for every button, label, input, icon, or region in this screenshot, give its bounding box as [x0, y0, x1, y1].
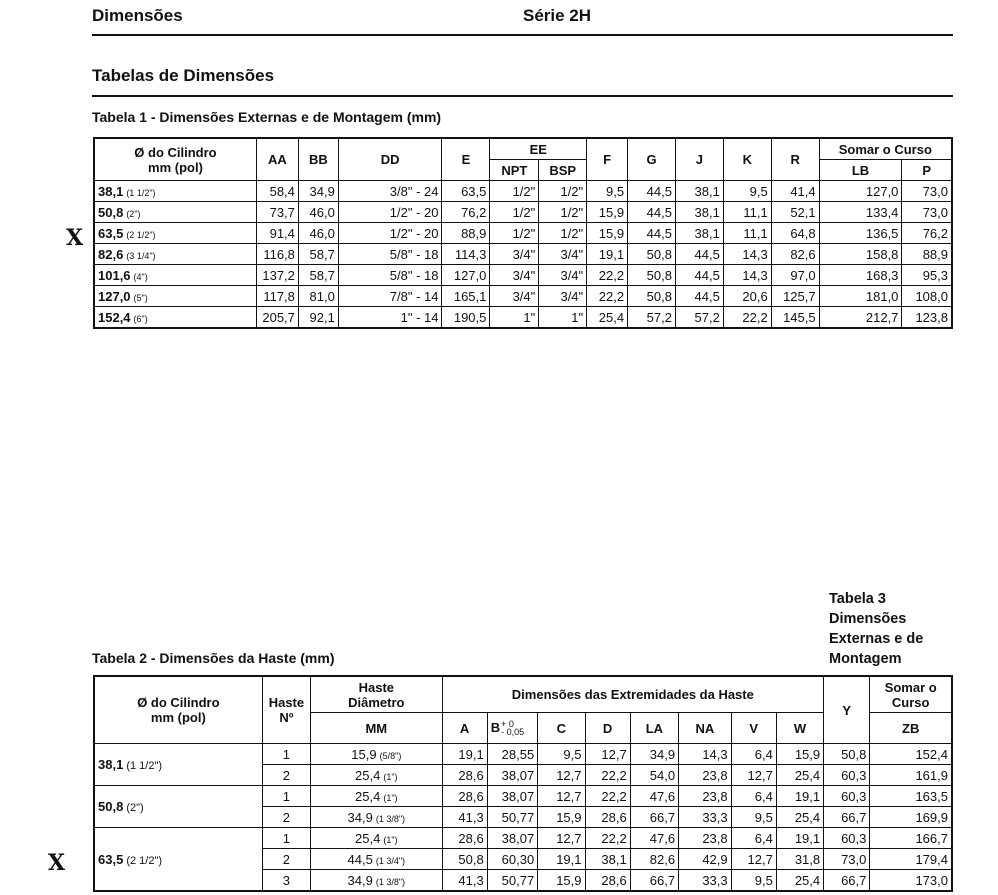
rod-number: 1	[262, 786, 310, 807]
cell-j: 44,5	[675, 286, 723, 307]
cell-la: 47,6	[630, 786, 678, 807]
cell-dd: 22,2	[585, 828, 630, 849]
cell-e: 165,1	[442, 286, 490, 307]
cell-na: 33,3	[679, 870, 732, 892]
cell-la: 82,6	[630, 849, 678, 870]
cell-dd: 22,2	[585, 786, 630, 807]
cell-dd: 22,2	[585, 765, 630, 786]
cylinder-inch: (2")	[126, 208, 141, 219]
cell-na: 23,8	[679, 765, 732, 786]
rod-number: 2	[262, 765, 310, 786]
cell-zb: 179,4	[870, 849, 952, 870]
rod-diameter-inch: (1 3/8")	[375, 813, 406, 824]
cell-w: 15,9	[776, 744, 823, 765]
t2-header-d: D	[585, 713, 630, 744]
cylinder-mm: 63,5	[98, 851, 124, 867]
cell-j: 38,1	[675, 181, 723, 202]
cell-g: 44,5	[628, 223, 676, 244]
cell-bsp: 1/2"	[539, 202, 587, 223]
cell-a: 41,3	[442, 870, 487, 892]
cell-c: 19,1	[538, 849, 585, 870]
cell-v: 6,4	[731, 744, 776, 765]
cell-bsp: 3/4"	[539, 286, 587, 307]
cell-dd: 28,6	[585, 807, 630, 828]
cell-dd: 5/8" - 18	[338, 244, 442, 265]
cell-zb: 161,9	[870, 765, 952, 786]
cell-p: 95,3	[902, 265, 952, 286]
cell-c: 12,7	[538, 828, 585, 849]
cell-dd: 12,7	[585, 744, 630, 765]
table2-caption: Tabela 2 - Dimensões da Haste (mm)	[92, 650, 335, 666]
cell-bsp: 1"	[539, 307, 587, 329]
cell-dd: 5/8" - 18	[338, 265, 442, 286]
table1	[93, 137, 953, 329]
cell-r: 52,1	[771, 202, 819, 223]
header-rule	[92, 34, 953, 36]
cell-zb: 163,5	[870, 786, 952, 807]
cell-b: 60,30	[487, 849, 537, 870]
rod-diameter	[311, 807, 442, 828]
cell-r: 64,8	[771, 223, 819, 244]
cell-npt: 1/2"	[490, 223, 539, 244]
cell-y: 60,3	[824, 765, 870, 786]
cylinder-size	[94, 307, 256, 329]
header-series-title: Série 2H	[523, 6, 592, 25]
cylinder-inch: (2 1/2")	[126, 854, 163, 867]
cell-bb: 92,1	[298, 307, 338, 329]
cell-j: 44,5	[675, 244, 723, 265]
cell-e: 76,2	[442, 202, 490, 223]
t1-header-somar: Somar o Curso	[819, 138, 952, 160]
t1-header-p: P	[902, 160, 952, 181]
rod-diameter-mm: 44,5	[347, 851, 373, 867]
rod-diameter-inch: (1 3/4")	[375, 855, 406, 866]
cell-b: 38,07	[487, 828, 537, 849]
cell-npt: 3/4"	[490, 265, 539, 286]
cell-la: 66,7	[630, 870, 678, 892]
rod-diameter-mm: 34,9	[347, 872, 373, 888]
cylinder-size	[94, 286, 256, 307]
rod-diameter-mm: 34,9	[347, 809, 373, 825]
cylinder-size	[94, 223, 256, 244]
cell-dd: 1/2" - 20	[338, 202, 442, 223]
cell-la: 66,7	[630, 807, 678, 828]
t1-header-j: J	[675, 138, 723, 181]
t1-header-lb: LB	[819, 160, 902, 181]
cylinder-inch: (1 1/2")	[126, 187, 156, 198]
rod-diameter-inch: (1")	[383, 834, 398, 845]
cell-k: 14,3	[723, 265, 771, 286]
cylinder-mm: 63,5	[98, 225, 124, 241]
cell-j: 57,2	[675, 307, 723, 329]
t1-header-npt: NPT	[490, 160, 539, 181]
table-row	[94, 223, 952, 244]
cell-bsp: 3/4"	[539, 244, 587, 265]
cell-b: 28,55	[487, 744, 537, 765]
cylinder-mm: 101,6	[98, 267, 131, 283]
cell-bsp: 3/4"	[539, 265, 587, 286]
rod-diameter	[311, 744, 442, 765]
cell-j: 38,1	[675, 202, 723, 223]
cell-f: 9,5	[587, 181, 628, 202]
cell-aa: 116,8	[256, 244, 298, 265]
cylinder-size	[94, 265, 256, 286]
rod-diameter-inch: (1")	[383, 771, 398, 782]
rod-diameter	[311, 786, 442, 807]
cell-a: 28,6	[442, 765, 487, 786]
rod-number: 2	[262, 849, 310, 870]
cell-bb: 81,0	[298, 286, 338, 307]
cell-p: 108,0	[902, 286, 952, 307]
cell-npt: 3/4"	[490, 286, 539, 307]
cell-b: 38,07	[487, 765, 537, 786]
cell-e: 88,9	[442, 223, 490, 244]
cylinder-inch: (1 1/2")	[126, 760, 163, 772]
table-row	[94, 181, 952, 202]
cell-dd: 7/8" - 14	[338, 286, 442, 307]
rod-diameter-mm: 25,4	[355, 788, 381, 804]
cell-b: 50,77	[487, 870, 537, 892]
cell-aa: 91,4	[256, 223, 298, 244]
cell-r: 125,7	[771, 286, 819, 307]
cell-npt: 3/4"	[490, 244, 539, 265]
t1-header-aa: AA	[256, 138, 298, 181]
cell-w: 19,1	[776, 786, 823, 807]
cell-lb: 136,5	[819, 223, 902, 244]
cell-y: 60,3	[824, 786, 870, 807]
cell-f: 22,2	[587, 265, 628, 286]
cell-g: 44,5	[628, 202, 676, 223]
cell-p: 73,0	[902, 202, 952, 223]
t2-header-y: Y	[824, 676, 870, 744]
t2-header-la: LA	[630, 713, 678, 744]
t1-header-k: K	[723, 138, 771, 181]
rod-diameter-inch: (1 3/8")	[375, 876, 406, 887]
cell-la: 47,6	[630, 828, 678, 849]
cylinder-size	[94, 181, 256, 202]
cell-dd: 28,6	[585, 870, 630, 892]
rod-number: 1	[262, 828, 310, 849]
cell-e: 127,0	[442, 265, 490, 286]
table-row	[94, 244, 952, 265]
rod-diameter-mm: 15,9	[351, 746, 377, 762]
cell-g: 57,2	[628, 307, 676, 329]
t2-header-zb: ZB	[870, 713, 952, 744]
cell-e: 63,5	[442, 181, 490, 202]
cell-f: 19,1	[587, 244, 628, 265]
table-row	[94, 786, 952, 807]
cylinder-inch: (2 1/2")	[126, 229, 156, 240]
cell-k: 11,1	[723, 202, 771, 223]
cell-a: 41,3	[442, 807, 487, 828]
cell-g: 50,8	[628, 265, 676, 286]
cell-p: 76,2	[902, 223, 952, 244]
cylinder-inch: (5")	[133, 292, 148, 303]
cell-g: 50,8	[628, 286, 676, 307]
cylinder-inch: (3 1/4")	[126, 250, 156, 261]
cell-npt: 1/2"	[490, 202, 539, 223]
t2-header-c: C	[538, 713, 585, 744]
cylinder-size	[94, 202, 256, 223]
cell-dd: 1/2" - 20	[338, 223, 442, 244]
cell-r: 145,5	[771, 307, 819, 329]
cell-aa: 58,4	[256, 181, 298, 202]
cell-v: 12,7	[731, 849, 776, 870]
cylinder-size	[94, 744, 262, 786]
cylinder-inch: (6")	[133, 313, 148, 324]
cell-na: 42,9	[679, 849, 732, 870]
t2-header-w: W	[776, 713, 823, 744]
cell-npt: 1/2"	[490, 181, 539, 202]
cell-dd: 38,1	[585, 849, 630, 870]
cell-lb: 158,8	[819, 244, 902, 265]
cell-bb: 58,7	[298, 244, 338, 265]
cell-c: 15,9	[538, 870, 585, 892]
rod-number: 3	[262, 870, 310, 892]
t2-header-mm: MM	[311, 713, 442, 744]
rod-diameter	[311, 870, 442, 892]
page-title: Tabelas de Dimensões	[92, 66, 275, 85]
cell-p: 88,9	[902, 244, 952, 265]
cell-c: 12,7	[538, 765, 585, 786]
cell-y: 50,8	[824, 744, 870, 765]
cell-lb: 133,4	[819, 202, 902, 223]
cell-bb: 46,0	[298, 202, 338, 223]
cell-dd: 1" - 14	[338, 307, 442, 329]
t1-header-g: G	[628, 138, 676, 181]
cylinder-mm: 50,8	[98, 204, 124, 220]
cell-bsp: 1/2"	[539, 181, 587, 202]
t1-header-f: F	[587, 138, 628, 181]
rod-diameter-inch: (5/8")	[379, 750, 402, 761]
cell-lb: 212,7	[819, 307, 902, 329]
rod-diameter	[311, 828, 442, 849]
cell-lb: 181,0	[819, 286, 902, 307]
t2-header-haste-no: Haste Nº	[262, 676, 310, 744]
t1-header-bsp: BSP	[539, 160, 587, 181]
t2-header-somar: Somar o Curso	[870, 676, 952, 713]
cell-b: 50,77	[487, 807, 537, 828]
cell-k: 20,6	[723, 286, 771, 307]
cylinder-size	[94, 244, 256, 265]
cell-v: 12,7	[731, 765, 776, 786]
cell-lb: 168,3	[819, 265, 902, 286]
cell-a: 28,6	[442, 828, 487, 849]
cell-p: 73,0	[902, 181, 952, 202]
t2-header-v: V	[731, 713, 776, 744]
cell-f: 25,4	[587, 307, 628, 329]
cell-bb: 58,7	[298, 265, 338, 286]
cell-bb: 34,9	[298, 181, 338, 202]
cell-k: 11,1	[723, 223, 771, 244]
cell-v: 6,4	[731, 828, 776, 849]
cell-dd: 3/8" - 24	[338, 181, 442, 202]
t1-header-dd: DD	[338, 138, 442, 181]
t1-header-ee: EE	[490, 138, 587, 160]
cell-y: 66,7	[824, 870, 870, 892]
cell-w: 25,4	[776, 870, 823, 892]
cell-r: 41,4	[771, 181, 819, 202]
t1-header-r: R	[771, 138, 819, 181]
cell-a: 28,6	[442, 786, 487, 807]
cell-na: 23,8	[679, 786, 732, 807]
cell-la: 34,9	[630, 744, 678, 765]
cell-zb: 169,9	[870, 807, 952, 828]
cylinder-inch: (4")	[133, 271, 148, 282]
table-row	[94, 286, 952, 307]
cylinder-inch: (2")	[126, 802, 144, 814]
cell-zb: 166,7	[870, 828, 952, 849]
cylinder-mm: 38,1	[98, 757, 124, 772]
cell-na: 14,3	[679, 744, 732, 765]
cell-zb: 152,4	[870, 744, 952, 765]
cell-aa: 205,7	[256, 307, 298, 329]
cell-aa: 137,2	[256, 265, 298, 286]
cell-a: 50,8	[442, 849, 487, 870]
cylinder-mm: 152,4	[98, 309, 131, 325]
cell-bsp: 1/2"	[539, 223, 587, 244]
table-row	[94, 828, 952, 849]
table-row	[94, 265, 952, 286]
table2	[93, 675, 953, 892]
cell-r: 82,6	[771, 244, 819, 265]
cell-aa: 117,8	[256, 286, 298, 307]
table1-caption: Tabela 1 - Dimensões Externas e de Montagem (mm)	[92, 109, 442, 125]
cell-g: 50,8	[628, 244, 676, 265]
title-rule	[92, 95, 953, 97]
cell-y: 66,7	[824, 807, 870, 828]
cylinder-mm: 127,0	[98, 288, 131, 304]
t2-header-a: A	[442, 713, 487, 744]
cell-c: 15,9	[538, 807, 585, 828]
table-row	[94, 202, 952, 223]
table-row	[94, 307, 952, 329]
cylinder-size	[94, 828, 262, 892]
t1-header-bb: BB	[298, 138, 338, 181]
cell-f: 15,9	[587, 202, 628, 223]
cell-na: 33,3	[679, 807, 732, 828]
cell-w: 31,8	[776, 849, 823, 870]
cell-v: 6,4	[731, 786, 776, 807]
cell-j: 44,5	[675, 265, 723, 286]
marker-x-table2: X	[48, 850, 66, 876]
t2-header-cylinder: Ø do Cilindro mm (pol)	[94, 676, 262, 744]
table-row	[94, 744, 952, 765]
rod-diameter-mm: 25,4	[355, 830, 381, 846]
cell-c: 9,5	[538, 744, 585, 765]
cell-p: 123,8	[902, 307, 952, 329]
cell-r: 97,0	[771, 265, 819, 286]
t1-header-cylinder: Ø do Cilindro mm (pol)	[94, 138, 256, 181]
cylinder-mm: 38,1	[98, 183, 124, 199]
cell-w: 19,1	[776, 828, 823, 849]
cell-f: 22,2	[587, 286, 628, 307]
t2-header-na: NA	[679, 713, 732, 744]
cell-aa: 73,7	[256, 202, 298, 223]
cell-bb: 46,0	[298, 223, 338, 244]
cylinder-mm: 82,6	[98, 246, 124, 262]
cell-lb: 127,0	[819, 181, 902, 202]
rod-diameter-inch: (1")	[383, 792, 398, 803]
rod-number: 1	[262, 744, 310, 765]
cell-g: 44,5	[628, 181, 676, 202]
cell-npt: 1"	[490, 307, 539, 329]
t1-header-e: E	[442, 138, 490, 181]
cell-v: 9,5	[731, 870, 776, 892]
cell-c: 12,7	[538, 786, 585, 807]
cell-la: 54,0	[630, 765, 678, 786]
cell-k: 22,2	[723, 307, 771, 329]
t2-header-haste-diam: Haste Diâmetro	[311, 676, 442, 713]
cell-v: 9,5	[731, 807, 776, 828]
header-section-title: Dimensões	[92, 6, 183, 25]
cell-a: 19,1	[442, 744, 487, 765]
table3-title: Tabela 3 Dimensões Externas e de Montagem	[829, 591, 924, 667]
t2-header-b: B + 0 - 0,05	[487, 713, 537, 744]
rod-diameter-mm: 25,4	[355, 767, 381, 783]
cell-w: 25,4	[776, 807, 823, 828]
cylinder-size	[94, 786, 262, 828]
cell-k: 9,5	[723, 181, 771, 202]
t2-header-extremidades: Dimensões das Extremidades da Haste	[442, 676, 824, 713]
cell-e: 190,5	[442, 307, 490, 329]
rod-diameter	[311, 765, 442, 786]
cell-f: 15,9	[587, 223, 628, 244]
rod-diameter	[311, 849, 442, 870]
cell-y: 73,0	[824, 849, 870, 870]
cell-y: 60,3	[824, 828, 870, 849]
cylinder-mm: 50,8	[98, 799, 124, 814]
cell-b: 38,07	[487, 786, 537, 807]
cell-k: 14,3	[723, 244, 771, 265]
marker-x-table1: X	[66, 225, 84, 251]
cell-na: 23,8	[679, 828, 732, 849]
cell-zb: 173,0	[870, 870, 952, 892]
cell-w: 25,4	[776, 765, 823, 786]
cell-j: 38,1	[675, 223, 723, 244]
cell-e: 114,3	[442, 244, 490, 265]
rod-number: 2	[262, 807, 310, 828]
